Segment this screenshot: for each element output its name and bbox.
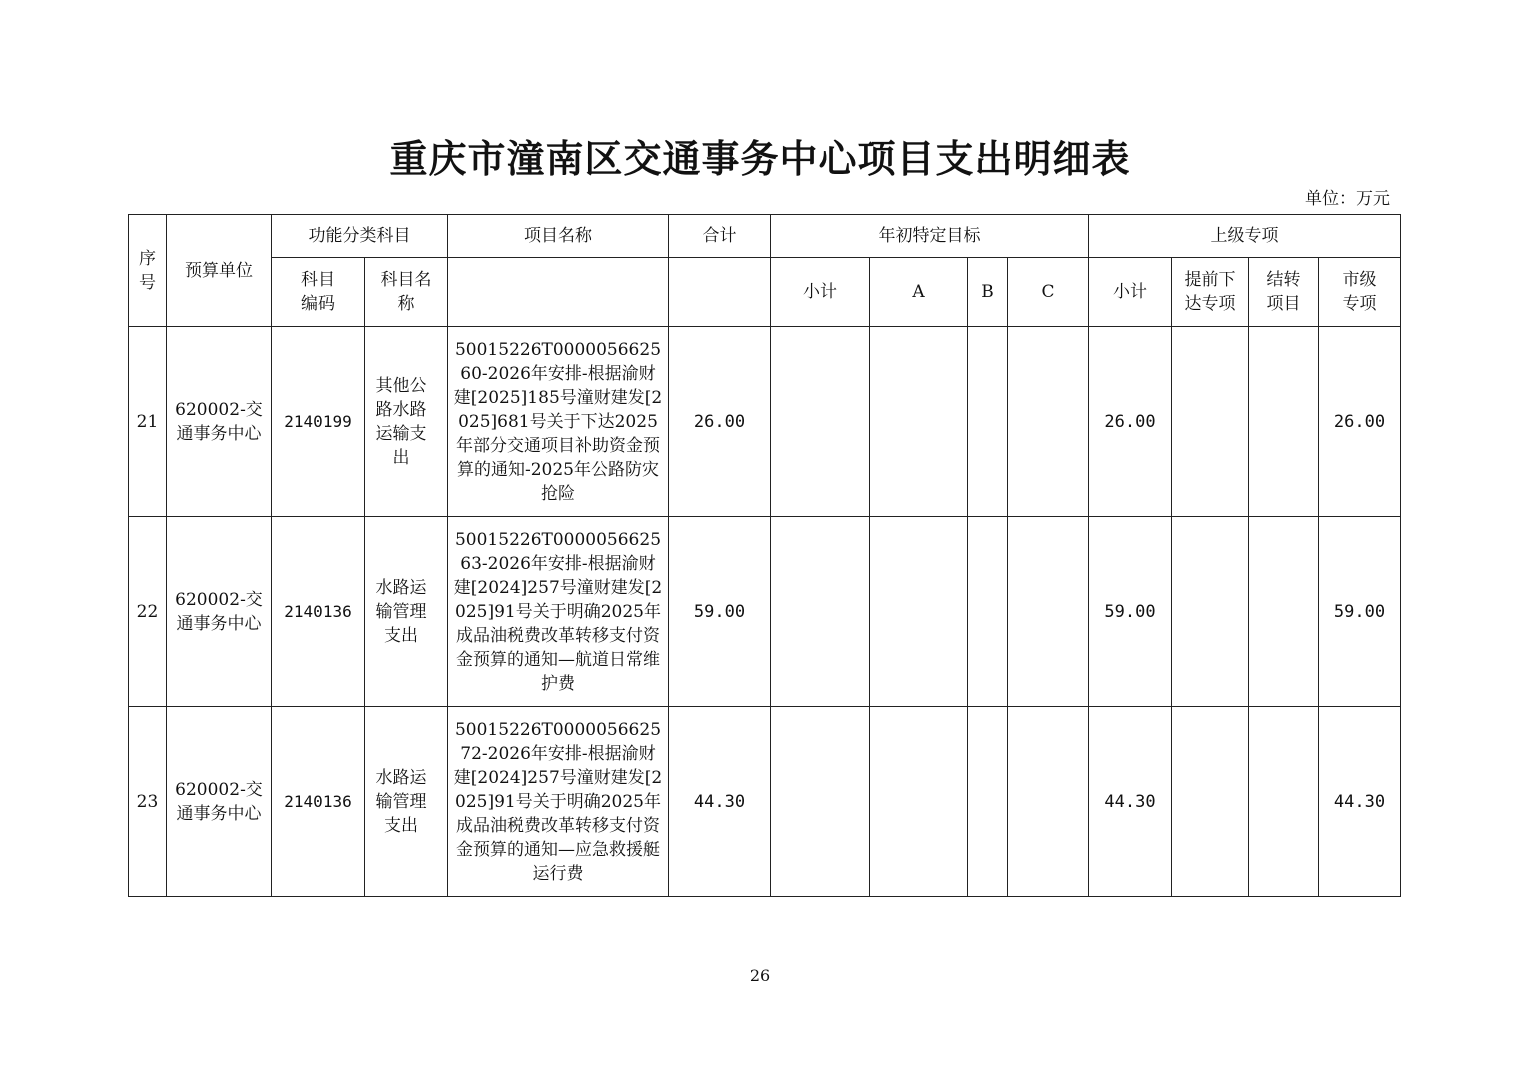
header-budget-unit: 预算单位 (167, 215, 272, 327)
row-subject: 水路运输管理支出 (365, 517, 448, 707)
row-advance (1172, 517, 1249, 707)
row-code: 2140199 (272, 327, 365, 517)
page-number: 26 (749, 966, 771, 985)
row-city: 59.00 (1319, 517, 1401, 707)
row-project: 50015226T000005662572-2026年安排-根据渝财建[2024]257号潼财建发[2025]91号关于明确2025年成品油税费改革转移支付资金预算的通知—应急救援艇运行费 (448, 707, 669, 897)
row-total: 44.30 (669, 707, 771, 897)
row-unit: 620002-交通事务中心 (167, 707, 272, 897)
header-city: 市级专项 (1319, 258, 1401, 327)
header-a: A (870, 258, 968, 327)
unit-label: 单位：万元 (1305, 189, 1390, 209)
header-annual-target: 年初特定目标 (771, 215, 1089, 258)
row-upper-subtotal: 59.00 (1089, 517, 1172, 707)
row-city: 26.00 (1319, 327, 1401, 517)
row-a (870, 707, 968, 897)
table-row (129, 517, 1401, 707)
row-c (1008, 327, 1089, 517)
header-b: B (968, 258, 1008, 327)
row-upper-subtotal: 44.30 (1089, 707, 1172, 897)
header-total-blank (669, 258, 771, 327)
row-advance (1172, 327, 1249, 517)
project-expense-table (128, 214, 1401, 897)
row-seq: 22 (129, 517, 167, 707)
row-a (870, 327, 968, 517)
row-subtotal (771, 327, 870, 517)
header-total: 合计 (669, 215, 771, 258)
row-subject: 其他公路水路运输支出 (365, 327, 448, 517)
header-seq: 序号 (129, 215, 167, 327)
page-title: 重庆市潼南区交通事务中心项目支出明细表 (389, 136, 1131, 181)
header-subject-name: 科目名称 (365, 258, 448, 327)
row-b (968, 517, 1008, 707)
row-seq: 23 (129, 707, 167, 897)
header-subtotal: 小计 (771, 258, 870, 327)
row-unit: 620002-交通事务中心 (167, 517, 272, 707)
row-b (968, 707, 1008, 897)
header-upper-subtotal: 小计 (1089, 258, 1172, 327)
row-project: 50015226T000005662560-2026年安排-根据渝财建[2025]185号潼财建发[2025]681号关于下达2025年部分交通项目补助资金预算的通知-2025年公路防灾抢险 (448, 327, 669, 517)
table-row (129, 327, 1401, 517)
row-city: 44.30 (1319, 707, 1401, 897)
row-c (1008, 517, 1089, 707)
row-b (968, 327, 1008, 517)
row-c (1008, 707, 1089, 897)
row-carryover (1249, 707, 1319, 897)
row-seq: 21 (129, 327, 167, 517)
header-project-name-blank (448, 258, 669, 327)
header-carryover: 结转项目 (1249, 258, 1319, 327)
table-row (129, 707, 1401, 897)
header-upper-special: 上级专项 (1089, 215, 1401, 258)
row-code: 2140136 (272, 517, 365, 707)
row-subject: 水路运输管理支出 (365, 707, 448, 897)
row-a (870, 517, 968, 707)
row-total: 26.00 (669, 327, 771, 517)
row-subtotal (771, 707, 870, 897)
row-carryover (1249, 327, 1319, 517)
row-advance (1172, 707, 1249, 897)
header-project-name: 项目名称 (448, 215, 669, 258)
row-total: 59.00 (669, 517, 771, 707)
row-code: 2140136 (272, 707, 365, 897)
header-c: C (1008, 258, 1089, 327)
row-upper-subtotal: 26.00 (1089, 327, 1172, 517)
row-unit: 620002-交通事务中心 (167, 327, 272, 517)
header-func-class: 功能分类科目 (272, 215, 448, 258)
row-carryover (1249, 517, 1319, 707)
row-project: 50015226T000005662563-2026年安排-根据渝财建[2024]257号潼财建发[2025]91号关于明确2025年成品油税费改革转移支付资金预算的通知—航道日常维护费 (448, 517, 669, 707)
header-advance: 提前下达专项 (1172, 258, 1249, 327)
row-subtotal (771, 517, 870, 707)
header-subject-code: 科目编码 (272, 258, 365, 327)
